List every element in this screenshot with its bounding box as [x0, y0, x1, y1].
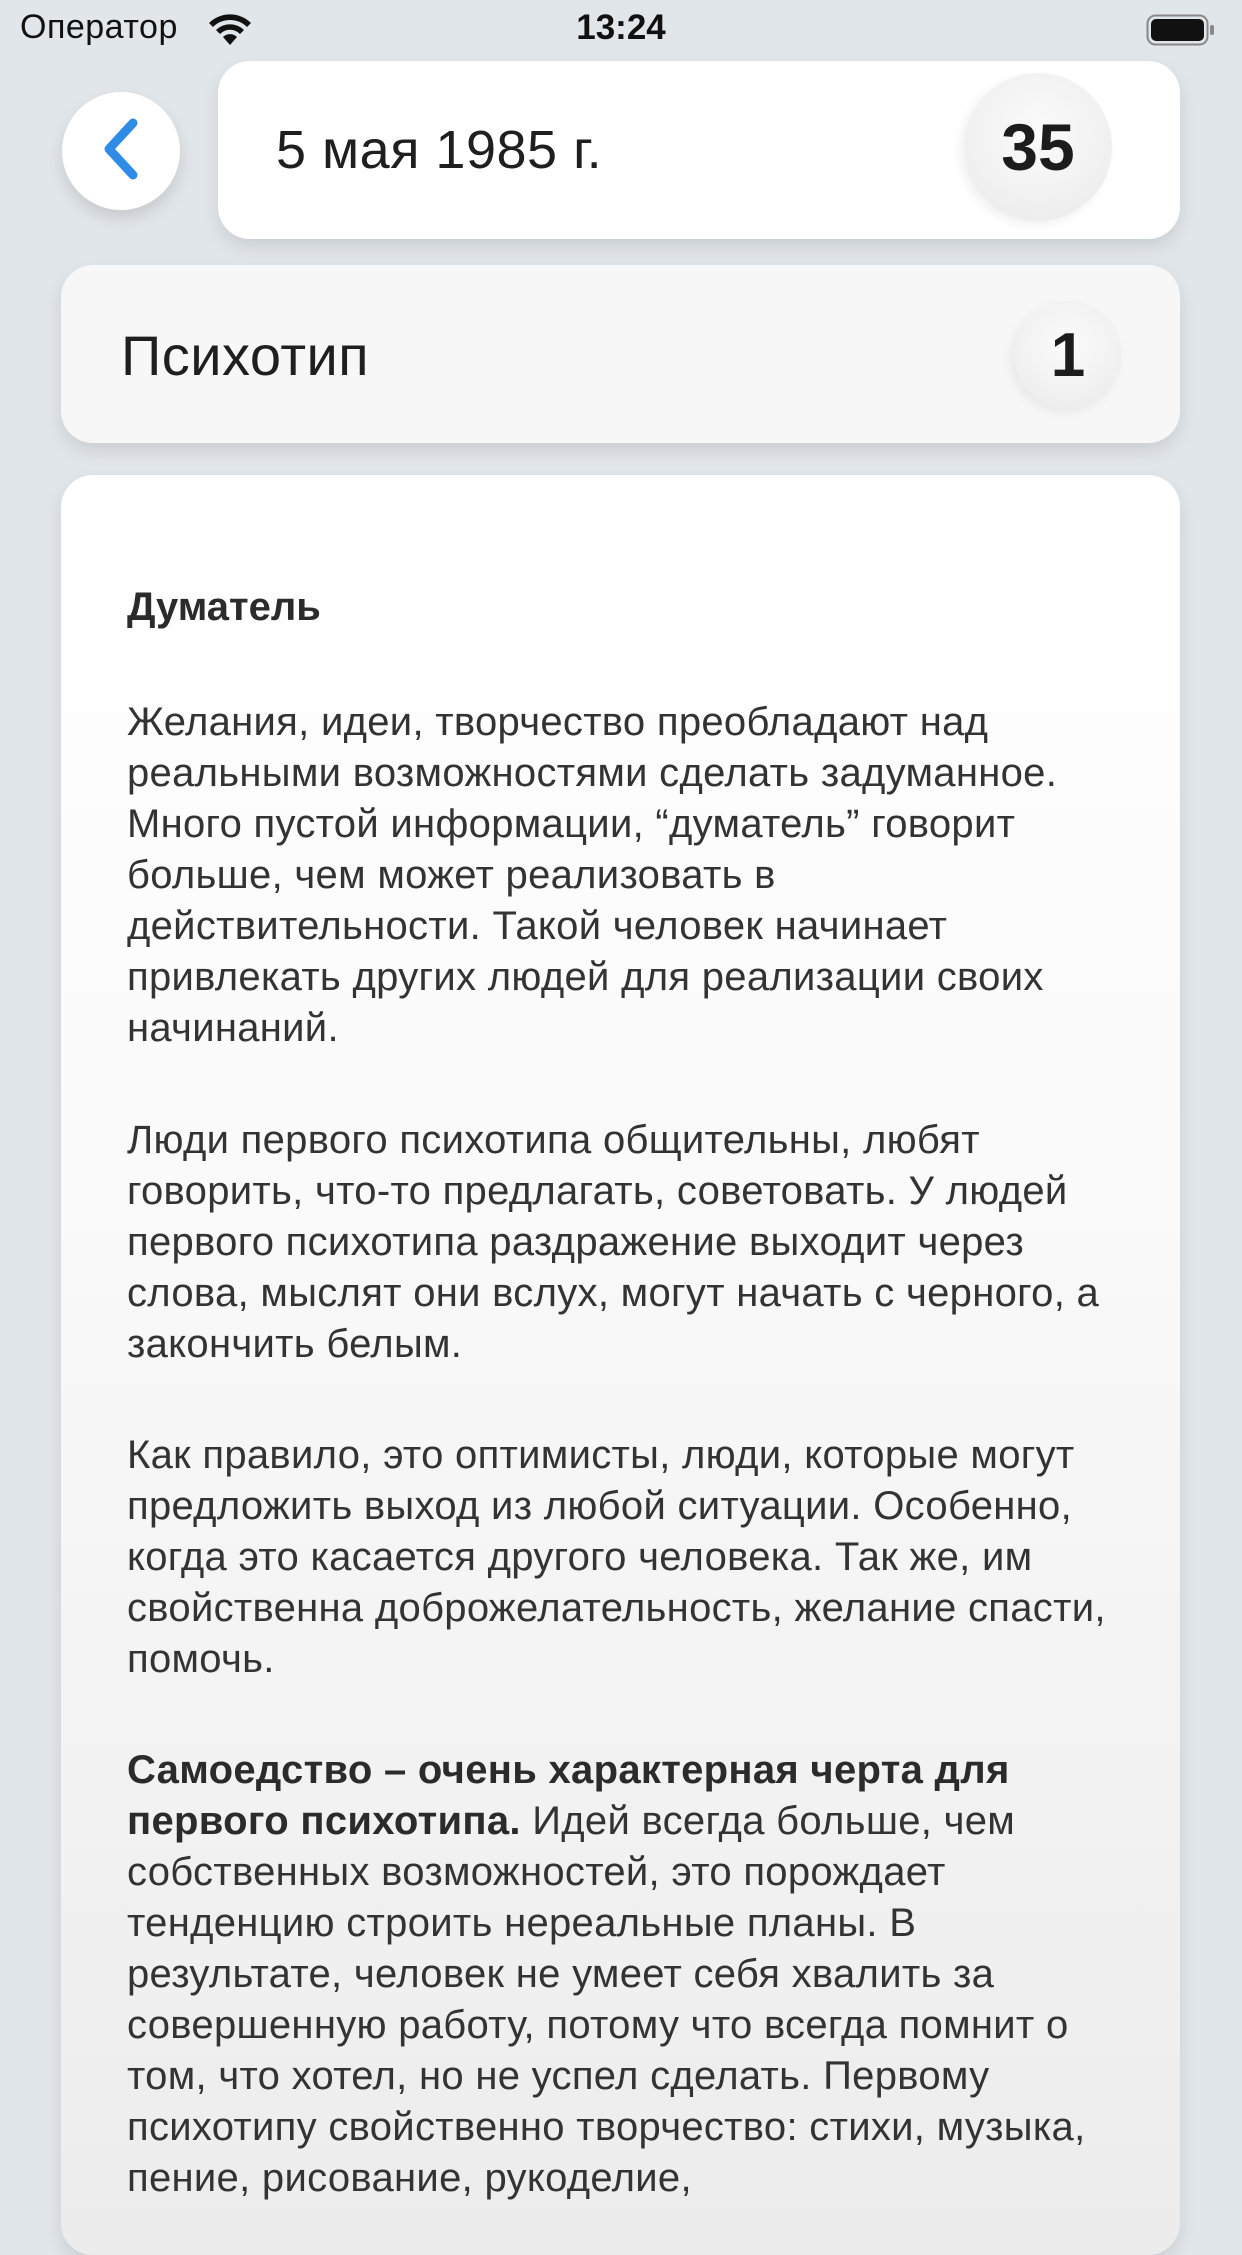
description-paragraph	[127, 1745, 1137, 2204]
carrier-name: Оператор	[20, 8, 178, 46]
birthdate-card	[218, 61, 1180, 239]
chevron-left-icon	[99, 117, 143, 186]
back-button[interactable]	[62, 92, 180, 210]
psychotype-label: Психотип	[121, 324, 370, 387]
status-bar	[0, 0, 1242, 60]
description-emphasis: Самоедство – очень характерная черта для первого психотипа.	[127, 1748, 1010, 1843]
battery-icon	[1146, 14, 1216, 51]
psychotype-title: Думатель	[127, 585, 321, 629]
description-paragraph: Люди первого психотипа общительны, любят говорить, что-то предлагать, советовать. У людей первого психотипа раздражение выходит через слова, мыслят они вслух, могут начать с черного, а закончить белым.	[127, 1118, 1100, 1366]
birth-date: 5 мая 1985 г.	[276, 120, 603, 180]
psychotype-card[interactable]	[61, 265, 1180, 443]
description-paragraph: Желания, идеи, творчество преобладают над реальными возможностями сделать задуманное. Много пустой информации, “думатель” говорит больше, чем может реализовать в действительности. Такой человек начинает привлекать других людей для реализации своих начинаний.	[127, 700, 1058, 1050]
clock: 13:24	[576, 8, 666, 47]
description-text: Идей всегда больше, чем собственных возможностей, это порождает тенденцию строить нереальные планы. В результате, человек не умеет себя хвалить за совершенную работу, потому что всегда помнит о том, что хотел, но не успел сделать. Первому психотипу свойственно творчество: стихи, музыка, пение, рисование, рукоделие,	[127, 1799, 1086, 2200]
description-paragraph: Как правило, это оптимисты, люди, которые могут предложить выход из любой ситуации. Особенно, когда это касается другого человека. Так же, им свойственна доброжелательность, желание спасти, помочь.	[127, 1433, 1106, 1681]
psychotype-number-badge: 1	[1014, 301, 1122, 409]
description-card	[61, 475, 1180, 2255]
age-badge: 35	[964, 73, 1112, 221]
